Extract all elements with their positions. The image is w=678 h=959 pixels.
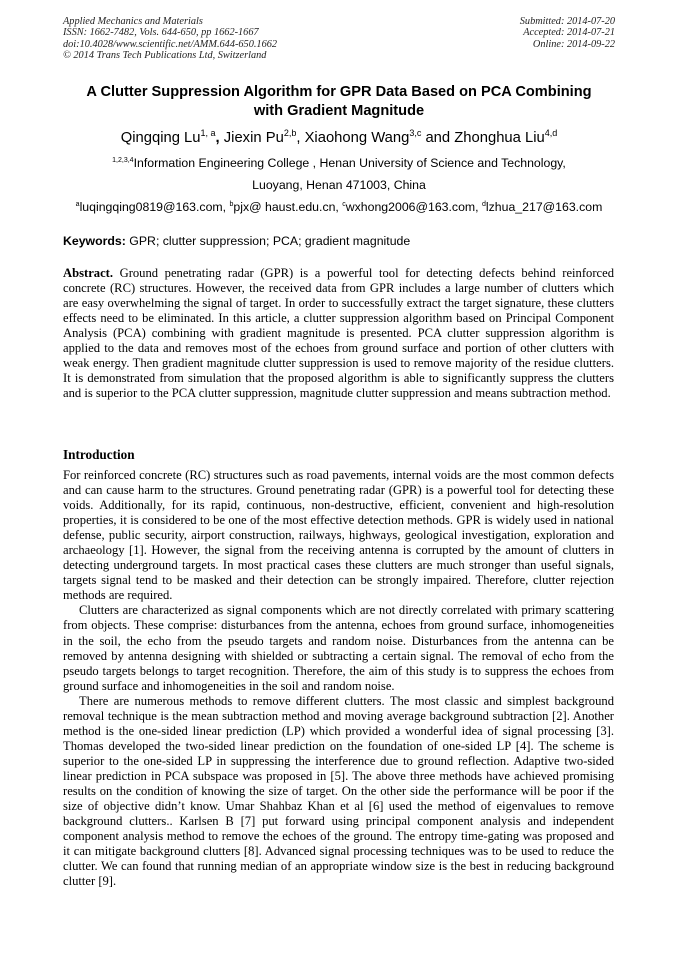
paragraph: Clutters are characterized as signal components which are not directly correlated with primary scattering from objects. These comprise: disturbances from the antenna, echoes from ground surface, inhomogeneities in the soil, the echo from the pseudo targets and random noise. Disturbances from the antenna can be removed by antenna designing with shielded or subtracting a certain signal. The removal of echo from the pseudo targets belongs to target recognition. Therefore, the aim of this study is to suppress the echoes from ground surface and inhomogeneities in the soil and random noise. — [63, 603, 614, 693]
paragraph: For reinforced concrete (RC) structures such as road pavements, internal voids are the most common defects and can cause harm to the structures. Ground penetrating radar (GPR) is a powerful tool for detecting these voids. Additionally, for its rapid, continuous, non-destructive, efficient, convenient and high-resolution properties, it is considered to be one of the most effective detection methods. GPR is widely used in national defense, public security, airport construction, railways, highways, geological investigation, exploration and archaeology [1]. However, the signal from the receiving antenna is corrupted by the amount of clutters in detecting underground targets. In most practical cases these clutters are much stronger than useful signals, targets signal tend to be masked and their detection can be strongly impaired. Therefore, clutter rejection methods are required. — [63, 468, 614, 603]
paper-title-line-1: A Clutter Suppression Algorithm for GPR Data Based on PCA Combining — [86, 84, 592, 100]
keywords-label: Keywords: — [63, 234, 126, 248]
email-list — [40, 200, 638, 215]
email-address: lzhua_217@163.com — [485, 200, 603, 214]
introduction-body — [63, 468, 614, 889]
paragraph: There are numerous methods to remove different clutters. The most classic and simplest background removal technique is the mean subtraction method and moving average background subtraction [2]. Another method is the one-sided linear prediction (LP) which provided a wonderful idea of signal processing [3]. Thomas developed the two-sided linear prediction on the foundation of one-sided LP [4]. The scheme is superior to the one-sided LP in suppressing the interference due to ground reflection. Adaptive two-sided linear prediction in PCA subspace was proposed in [5]. The above three methods have achieved promising results on the condition of knowing the size of target. On the other side the performance will be poor if the size of objective didn’t know. Umar Shahbaz Khan et al [6] used the method of eigenvalues to remove background clutters.. Karlsen B [7] put forward using principal component analysis and independent component analysis method to remove the echoes of the ground. The entropy time-gating was proposed and it can mitigate background clutters [8]. Advanced signal processing techniques was to be used to reduce the clutter. We can found that running median of an appropriate window size is the best in reducing background clutter [9]. — [63, 693, 614, 889]
email-address: pjx@ haust.edu.cn, — [233, 200, 343, 214]
author-name: Qingqing Lu — [120, 130, 201, 146]
author-name: Xiaohong Wang — [304, 130, 410, 146]
affiliation-text: Information Engineering College , Henan University of Science and Technology, — [133, 156, 566, 170]
author-list — [40, 128, 638, 148]
author-affiliation-mark: 4,d — [544, 128, 558, 138]
abstract — [63, 266, 614, 401]
keywords — [63, 234, 410, 249]
author-affiliation-mark: 1, a — [200, 128, 216, 138]
author-separator: , — [215, 130, 224, 146]
affiliation-line-2: Luoyang, Henan 471003, China — [252, 178, 426, 192]
email-mark: b — [229, 201, 234, 208]
date-accepted: Accepted: 2014-07-21 — [523, 27, 615, 39]
email-mark: d — [482, 201, 486, 208]
date-submitted: Submitted: 2014-07-20 — [519, 16, 615, 27]
keywords-text: GPR; clutter suppression; PCA; gradient magnitude — [125, 234, 411, 248]
date-online: Online: 2014-09-22 — [532, 38, 615, 50]
journal-issn: ISSN: 1662-7482, Vols. 644-650, pp 1662-1667 — [63, 27, 259, 39]
journal-header-right — [520, 16, 615, 50]
author-affiliation-mark: 3,c — [409, 128, 422, 138]
author-name: Jiexin Pu — [223, 130, 284, 146]
author-affiliation-mark: 2,b — [283, 128, 297, 138]
email-mark: a — [75, 201, 80, 208]
journal-header-left — [63, 16, 277, 61]
email-address: luqingqing0819@163.com, — [79, 200, 230, 214]
affiliation-mark: 1,2,3,4 — [112, 157, 134, 164]
journal-name: Applied Mechanics and Materials — [63, 16, 203, 27]
author-separator: , — [296, 130, 305, 146]
journal-copyright: © 2014 Trans Tech Publications Ltd, Switzerland — [63, 49, 267, 61]
paper-title — [50, 83, 628, 121]
abstract-label: Abstract. — [63, 266, 114, 280]
email-mark: c — [342, 201, 346, 208]
journal-doi: doi:10.4028/www.scientific.net/AMM.644-650.1662 — [63, 38, 278, 50]
section-heading-introduction: Introduction — [63, 447, 135, 462]
paper-title-line-2: with Gradient Magnitude — [253, 103, 425, 119]
affiliation-line-1 — [40, 156, 638, 171]
author-name: Zhonghua Liu — [454, 130, 545, 146]
email-address: wxhong2006@163.com, — [345, 200, 482, 214]
abstract-text: Ground penetrating radar (GPR) is a powerful tool for detecting defects behind reinforced concrete (RC) structures. However, the received data from GPR includes a large number of clutters which are easy overwhelming the signal of target. In order to successfully extract the target signature, these clutters effects need to be eliminated. In this article, a clutter suppression algorithm based on Principal Component Analysis (PCA) combining with gradient magnitude is presented. PCA clutter suppression algorithm is applied to the data and removes most of the echoes from ground surface and portion of other clutters with weak energy. Then gradient magnitude clutter suppression is used to remove majority of the residue clutters. It is demonstrated from simulation that the proposed algorithm is able to significantly suppress the clutters and is superior to the PCA clutter suppression, magnitude clutter suppression and means subtraction method. — [63, 266, 614, 401]
author-separator: and — [421, 130, 455, 146]
